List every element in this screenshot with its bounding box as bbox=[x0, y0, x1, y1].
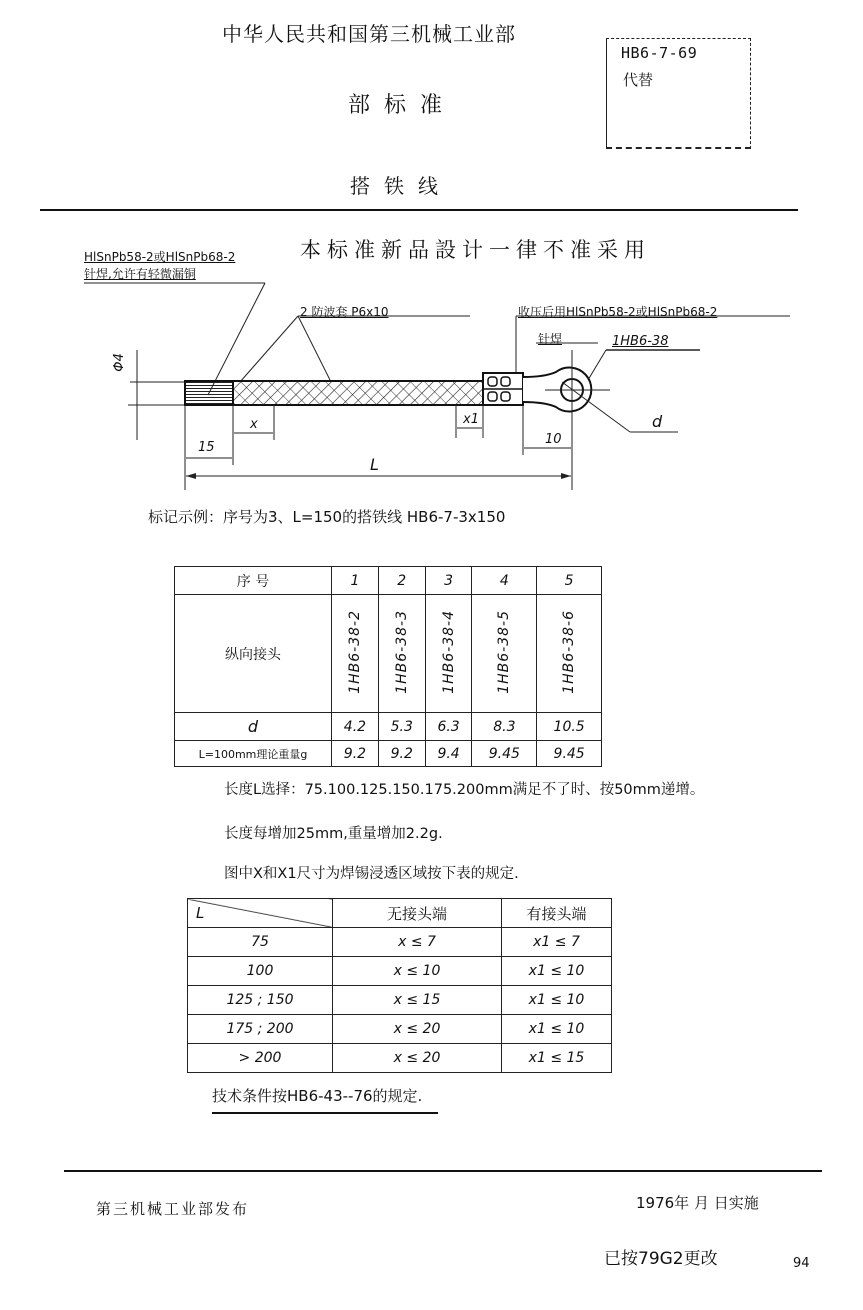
length-selection-note: 长度L选择：75.100.125.150.175.200mm满足不了时、按50mm递增。 bbox=[224, 782, 705, 798]
table-row bbox=[188, 986, 612, 1015]
connector-2: 1HB6-38-3 bbox=[393, 609, 410, 694]
publisher: 第三机械工业部发布 bbox=[96, 1200, 250, 1218]
solder-region-table bbox=[187, 898, 612, 1073]
d-2: 5.3 bbox=[378, 713, 425, 741]
d-5: 10.5 bbox=[537, 713, 602, 741]
table-row bbox=[175, 595, 602, 713]
table-row bbox=[188, 899, 612, 928]
length-cell: > 200 bbox=[188, 1044, 333, 1073]
connector-5: 1HB6-38-6 bbox=[561, 609, 578, 694]
x-cell: x ≤ 20 bbox=[333, 1015, 502, 1044]
table-row bbox=[188, 1015, 612, 1044]
length-cell: 75 bbox=[188, 928, 333, 957]
serial-4: 4 bbox=[472, 567, 537, 595]
table-row bbox=[175, 741, 602, 767]
dimension-phi4: Φ4 bbox=[111, 353, 127, 372]
header-no-connector: 无接头端 bbox=[333, 899, 502, 928]
x1-cell: x1 ≤ 10 bbox=[502, 1015, 612, 1044]
row-header-serial: 序 号 bbox=[175, 567, 332, 595]
left-solder-note-line2: 针焊,允许有轻微漏铜 bbox=[84, 267, 196, 281]
serial-1: 1 bbox=[332, 567, 379, 595]
standard-code: HB6-7-69 bbox=[621, 44, 698, 62]
bonding-strap-drawing bbox=[0, 0, 863, 500]
dimension-x1: x1 bbox=[463, 412, 479, 427]
length-cell: 175 ; 200 bbox=[188, 1015, 333, 1044]
dimension-L: L bbox=[370, 455, 379, 474]
weight-3: 9.4 bbox=[425, 741, 472, 767]
header-L: L bbox=[188, 899, 333, 928]
table-row bbox=[188, 957, 612, 986]
weight-increment-note: 长度每增加25mm,重量增加2.2g. bbox=[224, 826, 443, 842]
table-row bbox=[175, 713, 602, 741]
revision-note: 已按79G2更改 bbox=[604, 1249, 718, 1269]
dimension-x: x bbox=[250, 417, 258, 432]
x1-cell: x1 ≤ 10 bbox=[502, 957, 612, 986]
left-solder-note-line1: HlSnPb58-2或HlSnPb68-2 bbox=[84, 250, 236, 264]
specification-table bbox=[174, 566, 602, 767]
d-4: 8.3 bbox=[472, 713, 537, 741]
serial-5: 5 bbox=[537, 567, 602, 595]
document-title: 搭铁线 bbox=[350, 174, 452, 198]
table-row bbox=[188, 928, 612, 957]
x-cell: x ≤ 20 bbox=[333, 1044, 502, 1073]
right-solder-note-line2: 针焊 bbox=[538, 332, 563, 346]
table-row bbox=[188, 1044, 612, 1073]
footer-divider bbox=[64, 1170, 822, 1172]
x1-cell: x1 ≤ 7 bbox=[502, 928, 612, 957]
x-cell: x ≤ 15 bbox=[333, 986, 502, 1015]
effective-date: 1976年 月 日实施 bbox=[636, 1194, 759, 1212]
replaces-label: 代替 bbox=[623, 71, 654, 89]
x-cell: x ≤ 10 bbox=[333, 957, 502, 986]
solder-region-note: 图中X和X1尺寸为焊锡浸透区域按下表的规定. bbox=[224, 866, 519, 882]
weight-2: 9.2 bbox=[378, 741, 425, 767]
connector-3: 1HB6-38-4 bbox=[440, 609, 457, 694]
row-header-connector: 纵向接头 bbox=[175, 595, 332, 713]
connector-4: 1HB6-38-5 bbox=[496, 609, 513, 694]
length-cell: 100 bbox=[188, 957, 333, 986]
connector-label: 1HB6-38 bbox=[612, 334, 669, 349]
table-row bbox=[175, 567, 602, 595]
weight-4: 9.45 bbox=[472, 741, 537, 767]
issuing-organization: 中华人民共和国第三机械工业部 bbox=[222, 22, 516, 46]
weight-5: 9.45 bbox=[537, 741, 602, 767]
d-1: 4.2 bbox=[332, 713, 379, 741]
dimension-10: 10 bbox=[545, 432, 562, 447]
x1-cell: x1 ≤ 15 bbox=[502, 1044, 612, 1073]
x-cell: x ≤ 7 bbox=[333, 928, 502, 957]
serial-2: 2 bbox=[378, 567, 425, 595]
d-3: 6.3 bbox=[425, 713, 472, 741]
technical-conditions: 技术条件按HB6-43--76的规定. bbox=[212, 1085, 438, 1114]
dimension-d: d bbox=[652, 412, 663, 431]
standard-type: 部标准 bbox=[348, 93, 457, 118]
obsolete-notice: 本标准新品設计一律不准采用 bbox=[300, 238, 651, 262]
header-with-connector: 有接头端 bbox=[502, 899, 612, 928]
x1-cell: x1 ≤ 10 bbox=[502, 986, 612, 1015]
marking-example: 标记示例：序号为3、L=150的搭铁线 HB6-7-3x150 bbox=[148, 508, 506, 526]
dimension-15: 15 bbox=[198, 440, 215, 455]
weight-1: 9.2 bbox=[332, 741, 379, 767]
sleeve-label: 2 防波套 P6x10 bbox=[300, 305, 389, 319]
right-solder-note-line1: 收压后用HlSnPb58-2或HlSnPb68-2 bbox=[518, 305, 718, 319]
length-cell: 125 ; 150 bbox=[188, 986, 333, 1015]
row-header-weight: L=100mm理论重量g bbox=[175, 741, 332, 767]
connector-1: 1HB6-38-2 bbox=[346, 609, 363, 694]
row-header-d: d bbox=[175, 713, 332, 741]
page-number: 94 bbox=[793, 1256, 810, 1271]
serial-3: 3 bbox=[425, 567, 472, 595]
